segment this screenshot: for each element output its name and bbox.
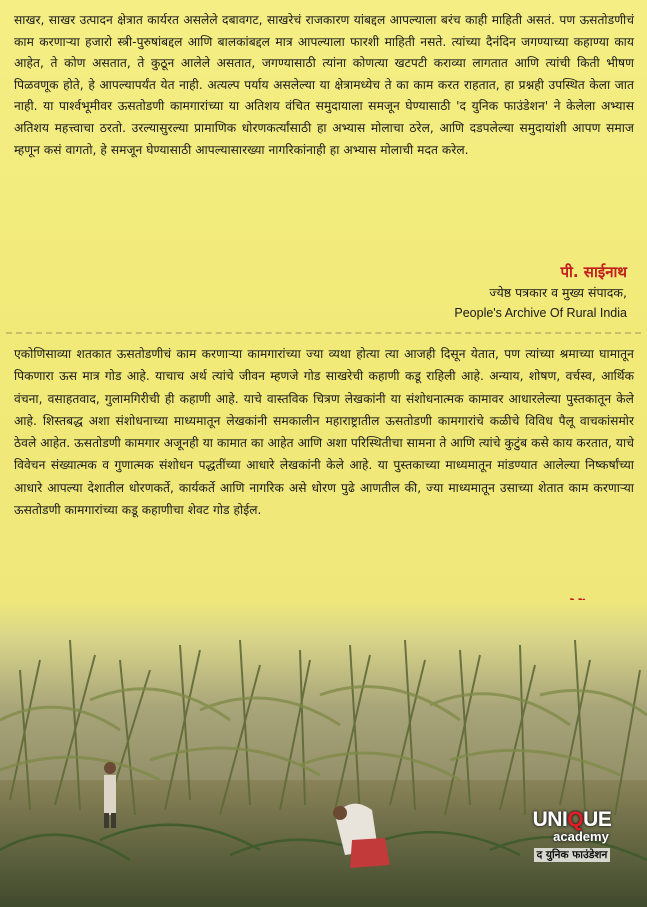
quote-sainath-signature (454, 262, 627, 324)
author-name-sainath: पी. साईनाथ (560, 263, 627, 281)
quote-yadav-text: एकोणिसाव्या शतकात ऊसतोडणीचं काम करणाऱ्या कामगारांच्या ज्या व्यथा होत्या त्या आजही दिसून येतात, पण त्यांच्या श्रमाच्या घामातून पिकणारा ऊस मात्र गोड आहे. याचाच अर्थ त्यांचे जीवन म्हणजे गोड साखरेची कहाणी कडू राहिली आहे. अन्याय, शोषण, वर्चस्व, आर्थिक वंचना, वसाहतवाद, गुलामगिरीची ही कहाणी आहे. याचे वास्तविक चित्रण लेखकांनी या संशोधनात्मक कामावर आधारलेल्या पुस्तकातून केले आहे. शिस्तबद्ध अशा संशोधनाच्या माध्यमातून लेखकांनी समकालीन महाराष्ट्रातील ऊसतोडणी कामगारांचे कळीचे विविध पैलू वाचकांसमोर ठेवले आहेत. ऊसतोडणी कामगार अजूनही या कामात का आहेत आणि अशा परिस्थितीचा सामना ते आणि त्यांचे कुटुंब कसे काय करतात, याचे विवेचन संख्यात्मक व गुणात्मक संशोधन पद्धतींच्या आधारे लेखकांनी केले आहे. या पुस्तकाच्या माध्यमातून मांडण्यात आलेल्या निष्कर्षांच्या आधारे आपल्या देशातील धोरणकर्ते, कार्यकर्ते आणि नागरिक असे धोरण पुढे आणतील की, ज्या माध्यमातून उसाच्या शेतात काम करणाऱ्या ऊसतोडणी कामगारांच्या कडू कहाणीचा शेवट गोड होईल. (14, 347, 634, 518)
author-role-sainath: ज्येष्ठ पत्रकार व मुख्य संपादक, (489, 285, 627, 300)
unique-academy-logo (512, 810, 632, 862)
logo-academy: academy (553, 829, 609, 844)
logo-wordmark (512, 810, 632, 830)
author-org-sainath: People's Archive Of Rural India (454, 306, 627, 320)
logo-text-q: Q (567, 808, 584, 831)
logo-text-uni: UNI (532, 808, 568, 831)
section-divider (6, 332, 641, 334)
quote-sainath-text: साखर, साखर उत्पादन क्षेत्रात कार्यरत असलेले दबावगट, साखरेचं राजकारण यांबद्दल आपल्याला बरंच काही माहिती असतं. पण ऊसतोडणीचं काम करणाऱ्या हजारो स्त्री-पुरुषांबद्दल आणि बालकांबद्दल मात्र आपल्याला फारशी माहिती नसते. त्यांच्या दैनंदिन जगण्याच्या कहाण्या काय आहेत, ते कोण असतात, ते कुठून आलेले असतात, जगण्यासाठी त्यांना कोणत्या खटपटी कराव्या लागतात आणि त्यांची किती भीषण पिळवणूक होते, हे आपल्यापर्यंत येत नाही. अत्यल्प पर्याय असलेल्या या क्षेत्रामध्येच ते का काम करत राहतात, हा प्रश्नही उपस्थित केला जात नाही. या पार्श्वभूमीवर ऊसतोडणी कामगारांच्या या अतिशय वंचित समुदायाला समजून घेण्यासाठी 'द युनिक फाउंडेशन' ने केलेला अभ्यास अतिशय महत्त्वाचा ठरतो. उरल्यासुरल्या प्रामाणिक धोरणकर्त्यांसाठी हा अभ्यास मोलाचा ठरेल, आणि दडपलेल्या समुदायांशी आपण समाज म्हणून कसं वागतो, हे समजून घेण्यासाठी आपल्यासारख्या नागरिकांनाही हा अभ्यास मोलाची मदत करेल. (14, 13, 634, 157)
logo-foundation-marathi: द युनिक फाउंडेशन (534, 848, 611, 862)
logo-text-ue: UE (583, 808, 612, 831)
